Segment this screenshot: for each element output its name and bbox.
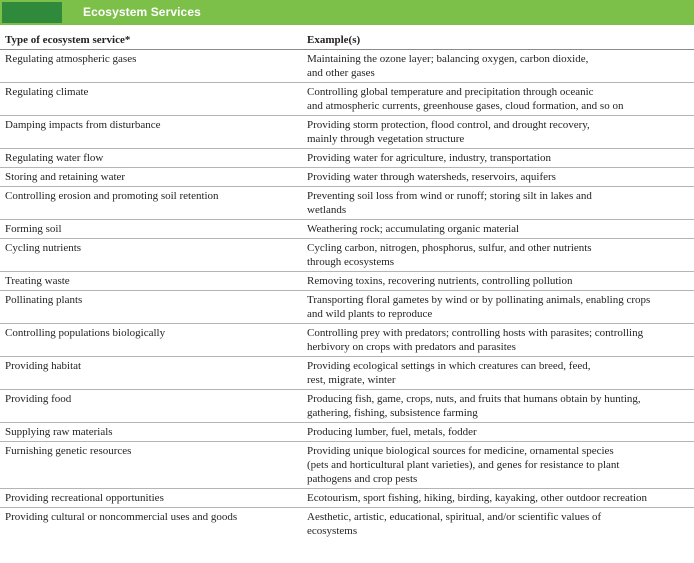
table-row — [0, 390, 694, 423]
service-example-cell: Controlling prey with predators; controlling hosts with parasites; controlling herbivory on crops with predators and parasites — [302, 324, 694, 357]
banner-accent-block — [2, 2, 62, 23]
service-type-cell: Controlling erosion and promoting soil retention — [0, 187, 302, 220]
table-row — [0, 168, 694, 187]
service-type-cell: Storing and retaining water — [0, 168, 302, 187]
table-row — [0, 116, 694, 149]
service-type-cell: Regulating water flow — [0, 149, 302, 168]
table-row — [0, 489, 694, 508]
table-row — [0, 324, 694, 357]
table-row — [0, 442, 694, 489]
service-type-cell: Cycling nutrients — [0, 239, 302, 272]
table-row — [0, 239, 694, 272]
service-example-cell: Producing lumber, fuel, metals, fodder — [302, 423, 694, 442]
service-type-cell: Providing recreational opportunities — [0, 489, 302, 508]
service-type-cell: Pollinating plants — [0, 291, 302, 324]
table-row — [0, 291, 694, 324]
table-title: Ecosystem Services — [83, 5, 201, 19]
service-example-cell: Aesthetic, artistic, educational, spiritual, and/or scientific values of ecosystems — [307, 511, 602, 537]
column-header-example: Example(s) — [302, 25, 694, 50]
table-row — [0, 83, 694, 116]
service-example-cell: Ecotourism, sport fishing, hiking, birding, kayaking, other outdoor recreation — [302, 489, 694, 508]
table-row — [0, 357, 694, 390]
service-example-cell: Removing toxins, recovering nutrients, controlling pollution — [302, 272, 694, 291]
table-row — [0, 187, 694, 220]
table-row — [0, 220, 694, 239]
service-type-cell: Providing food — [0, 390, 302, 423]
service-type-cell: Damping impacts from disturbance — [0, 116, 302, 149]
service-example-cell: Providing water for agriculture, industry, transportation — [302, 149, 694, 168]
service-example-cell: Providing water through watersheds, reservoirs, aquifers — [302, 168, 694, 187]
service-example-cell: Weathering rock; accumulating organic material — [302, 220, 694, 239]
table-header-row — [0, 25, 694, 50]
service-type-cell: Controlling populations biologically — [0, 324, 302, 357]
service-example-cell: Transporting floral gametes by wind or by pollinating animals, enabling crops and wild plants to reproduce — [302, 291, 694, 324]
service-example-cell: Providing unique biological sources for medicine, ornamental species (pets and horticultural plant varieties), and genes for resistance to plant pathogens and crop pests — [302, 442, 694, 489]
service-type-cell: Supplying raw materials — [0, 423, 302, 442]
ecosystem-services-table — [0, 25, 694, 540]
service-example-cell: Controlling global temperature and precipitation through oceanic and atmospheric currents, greenhouse gases, cloud formation, and so on — [302, 83, 694, 116]
column-header-service: Type of ecosystem service* — [0, 25, 302, 50]
service-type-cell: Providing habitat — [0, 357, 302, 390]
service-type-cell: Providing cultural or noncommercial uses and goods — [5, 511, 238, 523]
table-row — [0, 423, 694, 442]
service-type-cell: Furnishing genetic resources — [0, 442, 302, 489]
service-example-cell: Preventing soil loss from wind or runoff; storing silt in lakes and wetlands — [302, 187, 694, 220]
service-example-cell: Producing fish, game, crops, nuts, and fruits that humans obtain by hunting, gathering, fishing, subsistence farming — [302, 390, 694, 423]
table-row — [0, 508, 694, 541]
service-example-cell: Providing storm protection, flood control, and drought recovery, mainly through vegetation structure — [302, 116, 694, 149]
table-row — [0, 50, 694, 83]
table-row — [0, 272, 694, 291]
table-title-banner — [0, 0, 694, 25]
service-type-cell: Forming soil — [0, 220, 302, 239]
service-type-cell: Treating waste — [0, 272, 302, 291]
service-example-cell: Cycling carbon, nitrogen, phosphorus, sulfur, and other nutrients through ecosystems — [302, 239, 694, 272]
service-type-cell: Regulating atmospheric gases — [0, 50, 302, 83]
table-body — [0, 50, 694, 541]
service-example-cell: Providing ecological settings in which creatures can breed, feed, rest, migrate, winter — [302, 357, 694, 390]
service-example-cell: Maintaining the ozone layer; balancing oxygen, carbon dioxide, and other gases — [302, 50, 694, 83]
table-row — [0, 149, 694, 168]
service-type-cell: Regulating climate — [0, 83, 302, 116]
